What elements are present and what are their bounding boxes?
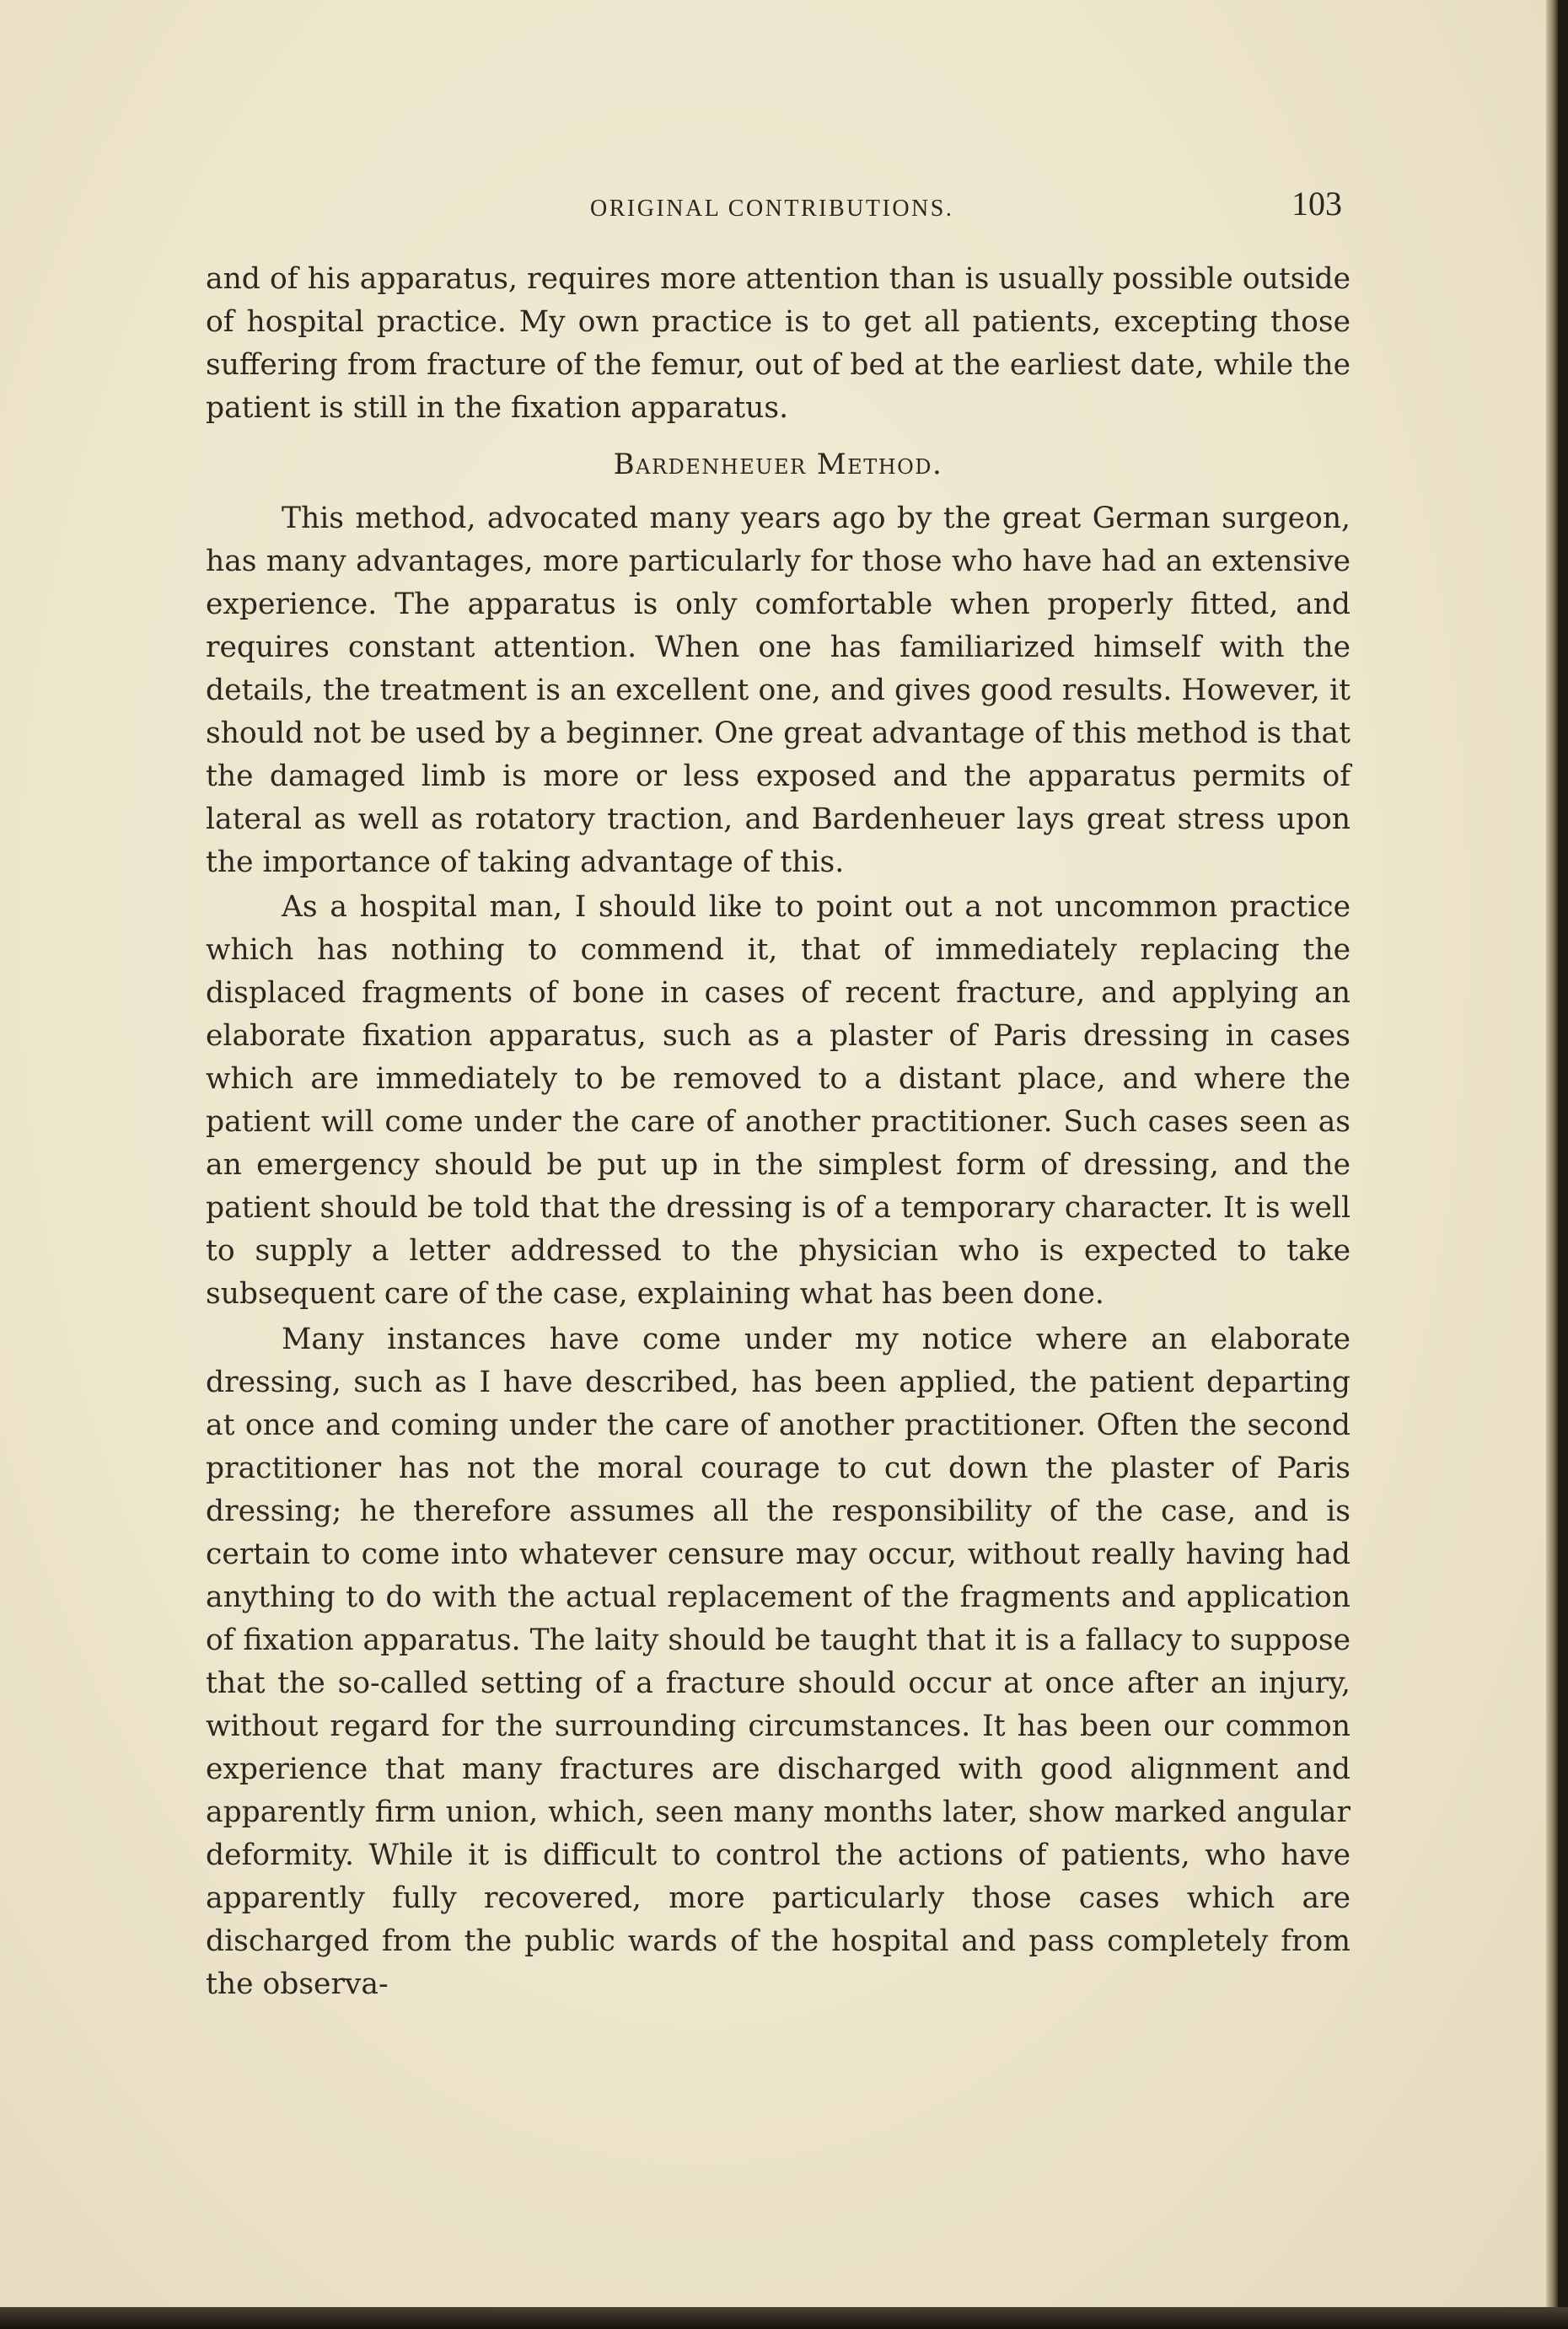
paragraph-continued: and of his apparatus, requires more attention than is usually possible outside of hospital practice. My own practice is to get all patients, excepting those suffering from fracture of the femur, out of bed at the earliest date, while the patient is still in the fixation apparatus. [206,262,1351,425]
page-edge-shadow [1546,0,1558,2310]
paragraph-instances: Many instances have come under my notice where an elaborate dressing, such as I have described, has been applied, the patient departing at once and coming under the care of another practitioner. Often the second practitioner has not the moral courage to cut down the plaster of Paris dressing; he therefore assumes all the responsibility of the case, and is certain to come into whatever censure may occur, without really having had anything to do with the actual replacement of the fragments and application of fixation apparatus. The laity should be taught that it is a fallacy to suppose that the so-called setting of a fracture should occur at once after an injury, without regard for the surrounding circumstances. It has been our common experience that many fractures are discharged with good alignment and apparently firm union, which, seen many months later, show marked angular deformity. While it is difficult to control the actions of patients, who have apparently fully recovered, more particularly those cases which are discharged from the public wards of the hospital and pass completely from the observa- [206,1323,1351,2001]
section-heading: Bardenheuer Method. [613,448,943,481]
page-number: 103 [1291,185,1342,223]
running-head-title: ORIGINAL CONTRIBUTIONS. [590,196,954,222]
paragraph-bardenheuer: This method, advocated many years ago by the great German surgeon, has many advantages, more particularly for those who have had an extensive experience. The apparatus is only comfortable when properly fitted, and requires constant attention. When one has familiarized himself with the details, the treatment is an excellent one, and gives good results. However, it should not be used by a beginner. One great advantage of this method is that the damaged limb is more or less exposed and the apparatus permits of lateral as well as rotatory traction, and Bardenheuer lays great stress upon the importance of taking advantage of this. [206,502,1351,879]
page-bottom-shadow [0,2307,1568,2329]
paragraph-hospital-practice: As a hospital man, I should like to point out a not uncommon practice which has nothing to commend it, that of immediately replacing the displaced fragments of bone in cases of recent fracture, and applying an elaborate fixation apparatus, such as a plaster of Paris dressing in cases which are immediately to be removed to a distant place, and where the patient will come under the care of another practitioner. Such cases seen as an emergency should be put up in the simplest form of dressing, and the patient should be told that the dressing is of a temporary character. It is well to supply a letter addressed to the physician who is expected to take subsequent care of the case, explaining what has been done. [206,890,1351,1311]
running-head [0,184,1558,234]
body-text [206,258,1351,2006]
